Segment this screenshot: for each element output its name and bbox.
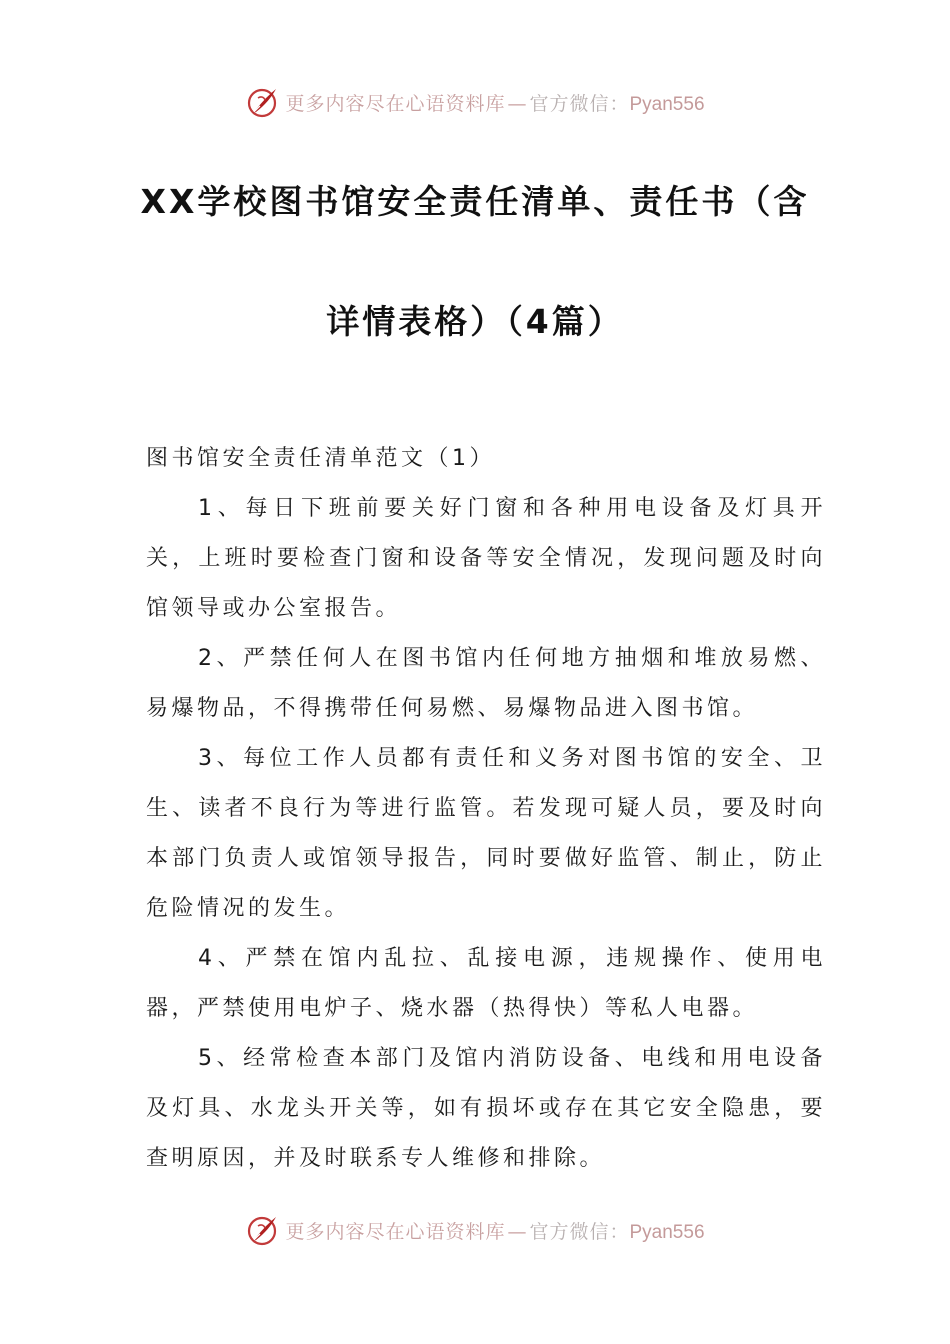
list-item: 3、每位工作人员都有责任和义务对图书馆的安全、卫生、读者不良行为等进行监管。若发现可疑人员，要及时向本部门负责人或馆领导报告，同时要做好监管、制止，防止危险情况的发生。 — [146, 746, 826, 921]
list-item: 2、严禁任何人在图书馆内任何地方抽烟和堆放易燃、易爆物品，不得携带任何易燃、易爆物品进入图书馆。 — [146, 646, 826, 721]
watermark-text — [285, 1217, 704, 1244]
feather-pen-seal-icon — [245, 84, 281, 120]
watermark-wechat-id: Pyan556 — [629, 1221, 705, 1243]
watermark-site-text: 更多内容尽在心语资料库 — [285, 92, 506, 115]
list-item: 5、经常检查本部门及馆内消防设备、电线和用电设备及灯具、水龙头开关等，如有损坏或存在其它安全隐患，要查明原因，并及时联系专人维修和排除。 — [146, 1046, 826, 1171]
feather-pen-seal-icon — [245, 1212, 281, 1248]
watermark-wechat-label: 官方微信： — [529, 1220, 630, 1243]
watermark-text — [285, 89, 704, 116]
watermark-site-text: 更多内容尽在心语资料库 — [285, 1220, 506, 1243]
list-item: 4、严禁在馆内乱拉、乱接电源，违规操作、使用电器，严禁使用电炉子、烧水器（热得快）等私人电器。 — [146, 946, 826, 1021]
watermark-separator: — — [507, 1220, 528, 1243]
footer-watermark — [0, 1210, 950, 1250]
list-item: 1、每日下班前要关好门窗和各种用电设备及灯具开关，上班时要检查门窗和设备等安全情况，发现问题及时向馆领导或办公室报告。 — [146, 496, 826, 621]
header-watermark — [0, 82, 950, 122]
document-body — [146, 434, 826, 1184]
document-title-line-1: XX学校图书馆安全责任清单、责任书（含 — [140, 182, 810, 221]
watermark-wechat-label: 官方微信： — [529, 92, 630, 115]
section-heading: 图书馆安全责任清单范文（1） — [146, 446, 495, 471]
watermark-separator: — — [507, 92, 528, 115]
watermark-wechat-id: Pyan556 — [629, 93, 705, 115]
document-title-line-2: 详情表格）（4篇） — [326, 302, 624, 341]
